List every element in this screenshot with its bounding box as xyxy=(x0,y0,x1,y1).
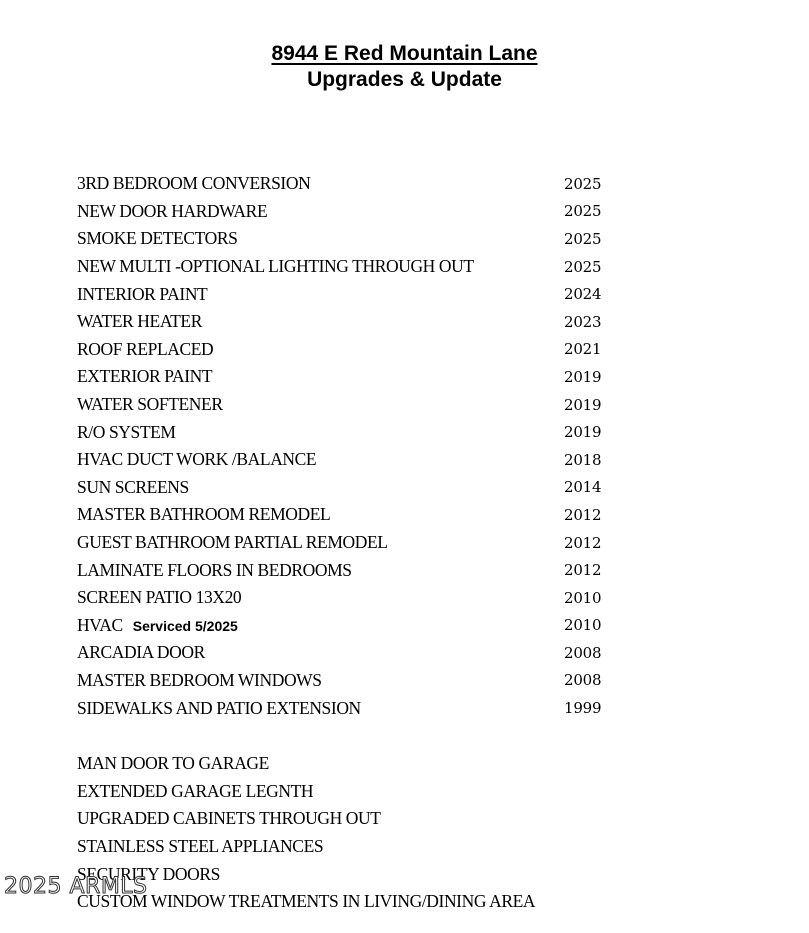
upgrade-item xyxy=(77,173,564,194)
upgrade-label: MASTER BATHROOM REMODEL xyxy=(77,504,331,525)
upgrade-label: MASTER BEDROOM WINDOWS xyxy=(77,669,322,690)
upgrade-item xyxy=(77,284,564,305)
upgrade-row xyxy=(77,529,637,557)
upgrade-label: 3RD BEDROOM CONVERSION xyxy=(77,173,311,194)
upgrade-label: GUEST BATHROOM PARTIAL REMODEL xyxy=(77,532,388,553)
upgrade-year: 2025 xyxy=(564,202,602,221)
upgrade-label: ARCADIA DOOR xyxy=(77,642,205,663)
upgrade-label: SUN SCREENS xyxy=(77,476,189,497)
upgrade-label: SIDEWALKS AND PATIO EXTENSION xyxy=(77,697,361,718)
upgrade-year: 2019 xyxy=(564,423,602,442)
upgrade-label: WATER SOFTENER xyxy=(77,394,223,415)
feature-item: MAN DOOR TO GARAGE xyxy=(77,753,269,774)
upgrade-year: 1999 xyxy=(564,699,602,718)
upgrade-label: EXTERIOR PAINT xyxy=(77,366,213,387)
upgrade-year: 2024 xyxy=(564,285,602,304)
upgrade-year: 2012 xyxy=(564,561,602,580)
upgrade-label: HVAC DUCT WORK /BALANCE xyxy=(77,449,317,470)
upgrade-year: 2010 xyxy=(564,588,602,607)
feature-item: STAINLESS STEEL APPLIANCES xyxy=(77,836,324,857)
upgrade-year: 2025 xyxy=(564,229,602,248)
upgrade-item xyxy=(77,670,564,691)
upgrade-row xyxy=(77,253,637,281)
upgrade-item xyxy=(77,560,564,581)
upgrade-row xyxy=(77,280,637,308)
upgrade-item xyxy=(77,394,564,415)
upgrade-label: NEW DOOR HARDWARE xyxy=(77,200,268,221)
upgrade-label: INTERIOR PAINT xyxy=(77,283,208,304)
upgrade-row xyxy=(77,446,637,474)
upgrade-year: 2025 xyxy=(564,174,602,193)
upgrade-row xyxy=(77,501,637,529)
upgrade-year: 2019 xyxy=(564,367,602,386)
upgrade-label: HVAC xyxy=(77,614,123,635)
upgrade-item xyxy=(77,477,564,498)
upgrade-label: SMOKE DETECTORS xyxy=(77,228,238,249)
upgrade-row xyxy=(77,667,637,695)
upgrade-year: 2008 xyxy=(564,671,602,690)
upgrade-item xyxy=(77,532,564,553)
upgrade-row xyxy=(77,418,637,446)
upgrade-label: SCREEN PATIO 13X20 xyxy=(77,587,242,608)
upgrade-year: 2019 xyxy=(564,395,602,414)
upgrade-year: 2010 xyxy=(564,616,602,635)
document-subtitle: Upgrades & Update xyxy=(307,68,502,91)
features-list xyxy=(77,750,637,916)
upgrade-item xyxy=(77,228,564,249)
upgrade-year: 2025 xyxy=(564,257,602,276)
upgrade-label: LAMINATE FLOORS IN BEDROOMS xyxy=(77,559,352,580)
upgrade-row xyxy=(77,198,637,226)
document-title: 8944 E Red Mountain Lane xyxy=(271,42,538,65)
upgrade-item xyxy=(77,256,564,277)
feature-item: CUSTOM WINDOW TREATMENTS IN LIVING/DINING AREA xyxy=(77,891,536,912)
upgrade-row xyxy=(77,170,637,198)
upgrade-row xyxy=(77,694,637,722)
upgrade-year: 2021 xyxy=(564,340,602,359)
upgrade-year: 2008 xyxy=(564,643,602,662)
upgrade-year: 2023 xyxy=(564,312,602,331)
upgrade-item xyxy=(77,642,564,663)
upgrade-item xyxy=(77,422,564,443)
upgrade-year: 2012 xyxy=(564,533,602,552)
upgrade-row xyxy=(77,336,637,364)
upgrade-row xyxy=(77,584,637,612)
upgrade-label: R/O SYSTEM xyxy=(77,421,176,442)
upgrade-row xyxy=(77,474,637,502)
upgrade-item xyxy=(77,587,564,608)
feature-item: SECURITY DOORS xyxy=(77,863,221,884)
upgrade-row xyxy=(77,612,637,640)
upgrades-list xyxy=(77,170,637,722)
feature-item: EXTENDED GARAGE LEGNTH xyxy=(77,780,314,801)
upgrade-row xyxy=(77,363,637,391)
upgrade-item xyxy=(77,504,564,525)
upgrade-row xyxy=(77,308,637,336)
upgrade-row xyxy=(77,391,637,419)
upgrade-row xyxy=(77,556,637,584)
upgrade-item xyxy=(77,449,564,470)
upgrade-label: WATER HEATER xyxy=(77,311,202,332)
upgrade-item xyxy=(77,201,564,222)
upgrade-row xyxy=(77,225,637,253)
armls-watermark: 2025 ARMLS xyxy=(4,874,148,899)
feature-item: UPGRADED CABINETS THROUGH OUT xyxy=(77,808,381,829)
upgrade-year: 2014 xyxy=(564,478,602,497)
upgrade-label: ROOF REPLACED xyxy=(77,338,214,359)
upgrade-year: 2012 xyxy=(564,505,602,524)
upgrade-item xyxy=(77,339,564,360)
upgrade-item xyxy=(77,366,564,387)
upgrade-item xyxy=(77,615,564,636)
upgrade-row xyxy=(77,639,637,667)
upgrade-item xyxy=(77,698,564,719)
upgrade-year: 2018 xyxy=(564,450,602,469)
service-note: Serviced 5/2025 xyxy=(132,617,238,634)
upgrade-item xyxy=(77,311,564,332)
upgrade-label: NEW MULTI -OPTIONAL LIGHTING THROUGH OUT xyxy=(77,256,474,277)
